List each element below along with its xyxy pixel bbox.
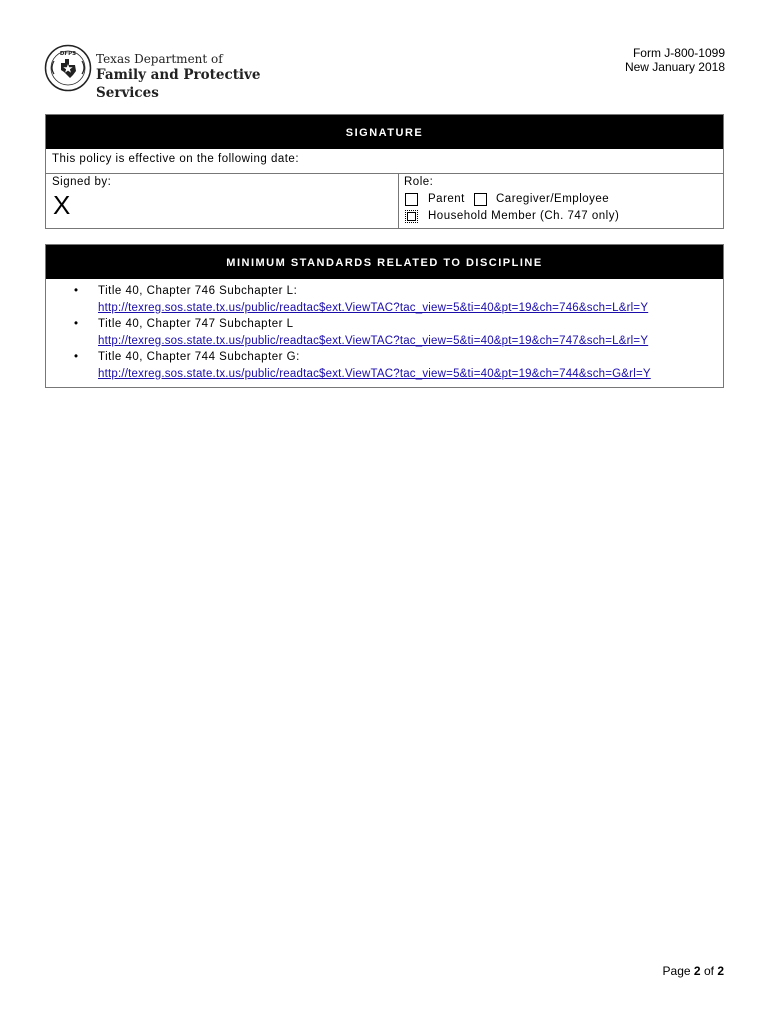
standard-title: Title 40, Chapter 747 Subchapter L	[98, 318, 294, 330]
seal-text: DFPS	[59, 51, 77, 57]
signed-by-label: Signed by:	[52, 176, 112, 188]
standards-list	[46, 279, 723, 382]
agency-name	[96, 52, 294, 102]
list-item	[46, 349, 723, 382]
list-item	[46, 283, 723, 316]
effective-date-label: This policy is effective on the following date:	[52, 153, 300, 165]
standard-title: Title 40, Chapter 746 Subchapter L:	[98, 285, 298, 297]
role-label: Role:	[404, 176, 434, 188]
form-number: Form J-800-1099	[632, 46, 725, 60]
signature-mark[interactable]: X	[53, 190, 71, 220]
minimum-standards-header: MINIMUM STANDARDS RELATED TO DISCIPLINE	[46, 245, 723, 279]
page-current: 2	[693, 964, 701, 978]
standard-title: Title 40, Chapter 744 Subchapter G:	[98, 351, 300, 363]
signature-header: SIGNATURE	[46, 115, 723, 149]
page-number	[663, 964, 724, 978]
column-divider	[398, 174, 399, 229]
agency-name-line2: Family and Protective Services	[96, 67, 261, 101]
standard-link[interactable]: http://texreg.sos.state.tx.us/public/readtac$ext.ViewTAC?tac_view=5&ti=40&pt=19&ch=747&sch=L&rl=Y	[98, 334, 649, 347]
page-label: Page	[662, 964, 691, 978]
form-date: New January 2018	[624, 60, 725, 74]
parent-option-label: Parent	[428, 193, 465, 205]
bullet-icon: •	[74, 351, 79, 363]
caregiver-employee-option-label: Caregiver/Employee	[496, 193, 610, 205]
agency-logo	[44, 44, 294, 101]
dfps-seal-icon	[44, 44, 92, 92]
bullet-icon: •	[74, 285, 79, 297]
form-number-block	[625, 46, 725, 74]
household-member-option-label: Household Member (Ch. 747 only)	[428, 210, 620, 222]
page-total: 2	[717, 964, 724, 978]
parent-checkbox[interactable]	[405, 193, 418, 206]
effective-date-field[interactable]	[46, 149, 723, 174]
bullet-icon: •	[74, 318, 79, 330]
page-of: of	[703, 964, 714, 978]
household-member-checkbox[interactable]	[405, 210, 418, 223]
signature-section	[45, 114, 724, 229]
standard-link[interactable]: http://texreg.sos.state.tx.us/public/readtac$ext.ViewTAC?tac_view=5&ti=40&pt=19&ch=746&sch=L&rl=Y	[98, 301, 649, 314]
agency-name-line1: Texas Department of	[96, 52, 223, 66]
standard-link[interactable]: http://texreg.sos.state.tx.us/public/readtac$ext.ViewTAC?tac_view=5&ti=40&pt=19&ch=744&sch=G&rl=Y	[98, 367, 651, 380]
caregiver-employee-checkbox[interactable]	[474, 193, 487, 206]
signature-row	[46, 174, 723, 229]
list-item	[46, 316, 723, 349]
minimum-standards-section	[45, 244, 724, 388]
